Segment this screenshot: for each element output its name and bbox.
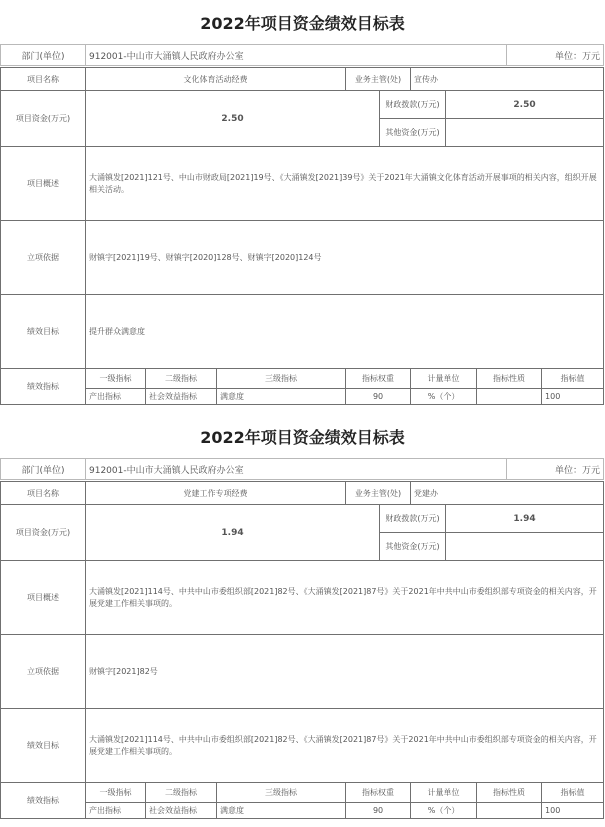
form-title: 2022年项目资金绩效目标表 <box>200 427 405 447</box>
dept-value: 912001-中山市大涌镇人民政府办公室 <box>86 45 507 66</box>
goal-text: 提升群众满意度 <box>86 295 604 369</box>
main-table <box>0 481 604 819</box>
dept-label: 部门(单位) <box>1 459 86 480</box>
overview-label: 项目概述 <box>1 561 86 635</box>
business-dept-value: 宣传办 <box>411 68 604 91</box>
business-dept-value: 党建办 <box>411 482 604 505</box>
other-funds-value <box>446 119 604 147</box>
other-funds-value <box>446 533 604 561</box>
project-name-label: 项目名称 <box>1 68 86 91</box>
total-funds-label: 项目资金(万元) <box>1 91 86 147</box>
meta-row <box>0 44 604 66</box>
col-header-3: 三级指标 <box>217 783 346 803</box>
row-cell-nature <box>477 803 542 819</box>
total-funds-label: 项目资金(万元) <box>1 505 86 561</box>
project-name-label: 项目名称 <box>1 482 86 505</box>
col-header-2: 二级指标 <box>146 783 217 803</box>
col-header-6: 指标性质 <box>477 783 542 803</box>
project-name-value: 文化体育活动经费 <box>86 68 346 91</box>
overview-text: 大涌镇发[2021]114号、中共中山市委组织部[2021]82号、《大涌镇发[2021]87号》关于2021年中共中山市委组织部专项资金的相关内容，开展党建工作相关事项的。 <box>86 561 604 635</box>
row-cell-unit: %（个） <box>411 389 477 405</box>
overview-text: 大涌镇发[2021]121号、中山市财政局[2021]19号、《大涌镇发[2021]39号》关于2021年大涌镇文化体育活动开展事项的相关内容，组织开展相关活动。 <box>86 147 604 221</box>
performance-form-2 <box>0 414 605 827</box>
own-funds-value: 2.50 <box>446 91 604 119</box>
row-cell-level2: 社会效益指标 <box>146 803 217 819</box>
indicator-label: 绩效指标 <box>1 783 86 819</box>
business-dept-label: 业务主管(处) <box>346 68 411 91</box>
project-name-value: 党建工作专项经费 <box>86 482 346 505</box>
goal-label: 绩效目标 <box>1 295 86 369</box>
row-cell-unit: %（个） <box>411 803 477 819</box>
unit-label: 单位：万元 <box>507 45 604 66</box>
indicator-label: 绩效指标 <box>1 369 86 405</box>
row-cell-level3: 满意度 <box>217 803 346 819</box>
basis-label: 立项依据 <box>1 221 86 295</box>
col-header-6: 指标性质 <box>477 369 542 389</box>
dept-value: 912001-中山市大涌镇人民政府办公室 <box>86 459 507 480</box>
dept-label: 部门(单位) <box>1 45 86 66</box>
row-cell-weight: 90 <box>346 803 411 819</box>
total-funds-value: 2.50 <box>86 91 380 147</box>
col-header-3: 三级指标 <box>217 369 346 389</box>
col-header-4: 指标权重 <box>346 783 411 803</box>
total-funds-value: 1.94 <box>86 505 380 561</box>
col-header-4: 指标权重 <box>346 369 411 389</box>
table-row <box>1 389 604 405</box>
basis-text: 财镇字[2021]19号、财镇字[2020]128号、财镇字[2020]124号 <box>86 221 604 295</box>
own-funds-value: 1.94 <box>446 505 604 533</box>
table-row <box>1 803 604 819</box>
col-header-7: 指标值 <box>542 783 604 803</box>
row-cell-nature <box>477 389 542 405</box>
business-dept-label: 业务主管(处) <box>346 482 411 505</box>
row-cell-value: 100 <box>542 389 604 405</box>
row-cell-level1: 产出指标 <box>86 803 146 819</box>
basis-label: 立项依据 <box>1 635 86 709</box>
row-cell-value: 100 <box>542 803 604 819</box>
form-title: 2022年项目资金绩效目标表 <box>200 13 405 33</box>
goal-text: 大涌镇发[2021]114号、中共中山市委组织部[2021]82号、《大涌镇发[2021]87号》关于2021年中共中山市委组织部专项资金的相关内容，开展党建工作相关事项的。 <box>86 709 604 783</box>
main-table <box>0 67 604 405</box>
own-funds-label: 财政拨款(万元) <box>380 505 446 533</box>
row-cell-weight: 90 <box>346 389 411 405</box>
own-funds-label: 财政拨款(万元) <box>380 91 446 119</box>
col-header-7: 指标值 <box>542 369 604 389</box>
row-cell-level1: 产出指标 <box>86 389 146 405</box>
col-header-5: 计量单位 <box>411 783 477 803</box>
row-cell-level2: 社会效益指标 <box>146 389 217 405</box>
unit-label: 单位：万元 <box>507 459 604 480</box>
col-header-2: 二级指标 <box>146 369 217 389</box>
other-funds-label: 其他资金(万元) <box>380 119 446 147</box>
other-funds-label: 其他资金(万元) <box>380 533 446 561</box>
meta-row <box>0 458 604 480</box>
overview-label: 项目概述 <box>1 147 86 221</box>
basis-text: 财镇字[2021]82号 <box>86 635 604 709</box>
col-header-5: 计量单位 <box>411 369 477 389</box>
goal-label: 绩效目标 <box>1 709 86 783</box>
row-cell-level3: 满意度 <box>217 389 346 405</box>
col-header-1: 一级指标 <box>86 369 146 389</box>
col-header-1: 一级指标 <box>86 783 146 803</box>
